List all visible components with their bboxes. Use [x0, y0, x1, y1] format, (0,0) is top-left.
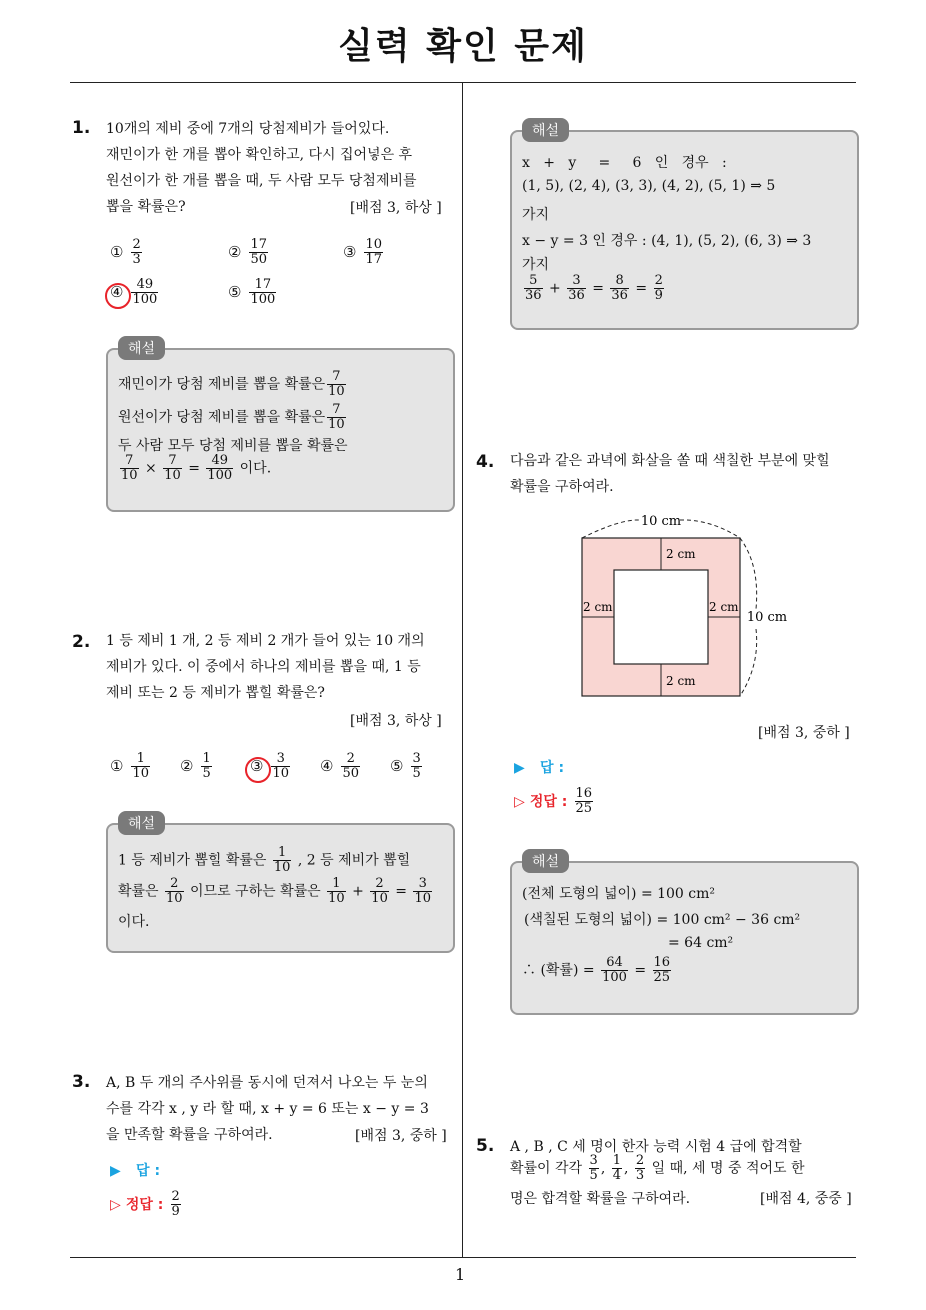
operator: = [188, 460, 200, 477]
q1-solution-line-4 [118, 454, 271, 483]
question-line: 1 등 제비 1 개, 2 등 제비 2 개가 들어 있는 10 개의 [106, 633, 425, 649]
q3-solution-line-5: 가지 [522, 257, 550, 273]
denominator: 50 [250, 252, 267, 267]
numerator: 16 [575, 786, 593, 801]
denominator: 9 [171, 1204, 180, 1219]
denominator: 5 [202, 766, 211, 781]
bottom-divider [70, 1257, 856, 1258]
question-4-text [510, 448, 860, 500]
denominator: 10 [328, 891, 345, 906]
text: 확률은 [118, 883, 159, 900]
denominator: 3 [132, 252, 141, 267]
option-symbol: ④ [110, 282, 124, 301]
question-line: 수를 각각 x , y 라 할 때, x + y = 6 또는 x − y = 3 [106, 1101, 429, 1117]
play-icon: ▶ [110, 1163, 121, 1179]
text: 이므로 구하는 확률은 [190, 883, 321, 900]
text: 일 때, 세 명 중 적어도 한 [651, 1160, 805, 1177]
denominator: 100 [250, 292, 276, 307]
inner-top-label: 2 cm [666, 547, 696, 561]
numerator: 3 [412, 751, 421, 766]
text: 1 등 제비가 뽑힐 확률은 [118, 852, 267, 869]
denominator: 36 [568, 288, 585, 303]
numerator: 2 [375, 876, 384, 891]
question-line: 을 만족할 확률을 구하여라. [106, 1127, 273, 1143]
denominator: 5 [412, 766, 421, 781]
question-2-number: 2. [72, 632, 91, 652]
q5-line-3: 명은 합격할 확률을 구하여라. [510, 1191, 691, 1207]
numerator: 5 [529, 273, 538, 288]
operator: = [592, 280, 604, 297]
hollow-play-icon: ▷ [514, 794, 525, 810]
question-3-meta: [배점 3, 중하 ] [355, 1128, 447, 1144]
denominator: 17 [365, 252, 382, 267]
play-icon: ▶ [514, 760, 525, 776]
question-1-meta: [배점 3, 하상 ] [350, 200, 442, 216]
q3-solution-line-4: x − y = 3 인 경우 : (4, 1), (5, 2), (6, 3) ⇒ 3 [522, 233, 812, 249]
text: 이다. [239, 460, 272, 477]
denominator: 10 [371, 891, 388, 906]
option-symbol: ① [110, 242, 124, 261]
inner-right-label: 2 cm [709, 600, 739, 614]
q1-solution-line-2 [118, 403, 348, 432]
numerator: 49 [211, 453, 229, 468]
denominator: 10 [166, 891, 183, 906]
question-line: 제비 또는 2 등 제비가 뽑힐 확률은? [106, 685, 325, 701]
text: ∴ (확률) = [522, 962, 595, 979]
denominator: 36 [611, 288, 628, 303]
q2-solution-tag: 해설 [118, 811, 165, 835]
inner-square [614, 570, 708, 664]
q4-solution-tag: 해설 [522, 849, 569, 873]
right-dimension-label: 10 cm [746, 610, 788, 625]
question-line: 원선이가 한 개를 뽑을 때, 두 사람 모두 당첨제비를 [106, 173, 417, 189]
numerator: 2 [635, 1153, 645, 1168]
denominator: 10 [328, 384, 345, 399]
target-figure [560, 505, 800, 715]
q4-answer-row [514, 757, 564, 777]
numerator: 17 [254, 277, 272, 292]
q1-solution-line-1 [118, 370, 348, 399]
answer-circle-mark [105, 283, 131, 309]
denominator: 10 [121, 468, 138, 483]
correct-label: 정답 : [529, 794, 568, 810]
q1-option-3[interactable] [343, 238, 385, 267]
denominator: 4 [612, 1168, 621, 1183]
q4-solution-line-2: (색칠된 도형의 넓이) = 100 cm² − 36 cm² [524, 912, 801, 928]
numerator: 3 [276, 751, 285, 766]
q1-option-5[interactable] [228, 278, 278, 307]
denominator: 10 [273, 860, 291, 875]
page-number: 1 [455, 1265, 466, 1284]
question-4-number: 4. [476, 452, 495, 472]
numerator: 1 [332, 876, 341, 891]
operator: + [352, 883, 364, 900]
numerator: 1 [612, 1153, 621, 1168]
q3-solution-tag: 해설 [522, 118, 569, 142]
numerator: 2 [654, 273, 663, 288]
numerator: 2 [171, 1189, 180, 1204]
denominator: 5 [589, 1168, 598, 1183]
question-line: 10개의 제비 중에 7개의 당첨제비가 들어있다. [106, 121, 390, 137]
q4-solution-line-1: (전체 도형의 넓이) = 100 cm² [522, 886, 716, 902]
q1-option-1[interactable] [110, 238, 144, 267]
q3-solution-line-6 [522, 274, 666, 303]
q4-solution-line-4 [522, 956, 673, 985]
numerator: 7 [332, 402, 341, 417]
q5-line-2: 확률이 각각 $\frac{3}{5}$ , $\frac{1}{4}$ , $\frac{2}{3}$ 일 때, 세 명 중 적어도 한 [510, 1153, 805, 1183]
q2-solution-line-3: 이다. [118, 914, 150, 930]
answer-label: 답 : [540, 760, 565, 776]
question-line: 다음과 같은 과녁에 화살을 쏠 때 색칠한 부분에 맞힐 [510, 453, 830, 469]
q1-solution-tag: 해설 [118, 336, 165, 360]
q1-option-2[interactable] [228, 238, 270, 267]
page-title: 실력 확인 문제 [338, 26, 588, 67]
hollow-play-icon: ▷ [110, 1197, 121, 1213]
q2-solution-line-2 [118, 877, 434, 906]
denominator: 10 [328, 417, 345, 432]
answer-circle-mark [245, 757, 271, 783]
numerator: 1 [136, 751, 145, 766]
q3-answer-row [110, 1160, 160, 1180]
operator: = [395, 883, 408, 900]
question-4-meta: [배점 3, 중하 ] [758, 725, 850, 741]
numerator: 3 [589, 1153, 598, 1168]
denominator: 100 [132, 292, 158, 307]
numerator: 1 [278, 845, 287, 860]
question-1-number: 1. [72, 118, 91, 138]
denominator: 3 [635, 1168, 645, 1183]
operator: × [145, 460, 157, 477]
inner-left-label: 2 cm [583, 600, 613, 614]
text: 재민이가 당첨 제비를 뽑을 확률은 [118, 376, 326, 393]
denominator: 25 [653, 970, 671, 985]
question-3-number: 3. [72, 1072, 91, 1092]
numerator: 2 [346, 751, 355, 766]
numerator: 2 [170, 876, 179, 891]
option-symbol: ④ [320, 756, 334, 775]
question-line: 제비가 있다. 이 중에서 하나의 제비를 뽑을 때, 1 등 [106, 659, 421, 675]
inner-bottom-label: 2 cm [666, 674, 696, 688]
q4-correct-row [514, 787, 595, 816]
q3-solution-line-3: 가지 [522, 207, 550, 223]
numerator: 7 [125, 453, 134, 468]
operator: = [635, 280, 648, 297]
question-5-number: 5. [476, 1136, 495, 1156]
q2-option-1[interactable] [110, 752, 152, 781]
numerator: 49 [136, 277, 154, 292]
denominator: 10 [132, 766, 149, 781]
numerator: 3 [418, 876, 427, 891]
question-2-text [106, 628, 451, 706]
text: 원선이가 당첨 제비를 뽑을 확률은 [118, 409, 326, 426]
text: , 2 등 제비가 뽑힐 [297, 852, 411, 869]
q2-option-5[interactable] [390, 752, 424, 781]
q3-solution-line-2: (1, 5), (2, 4), (3, 3), (4, 2), (5, 1) ⇒ 5 [522, 178, 776, 194]
question-line: A, B 두 개의 주사위를 동시에 던져서 나오는 두 눈의 [106, 1075, 428, 1091]
q2-option-4[interactable] [320, 752, 362, 781]
numerator: 64 [606, 955, 623, 970]
numerator: 3 [572, 273, 581, 288]
option-symbol: ⑤ [390, 756, 404, 775]
text: 확률이 각각 [510, 1160, 583, 1177]
q4-solution-line-3: = 64 cm² [668, 935, 734, 951]
correct-label: 정답 : [125, 1197, 164, 1213]
q3-correct-row [110, 1190, 183, 1219]
q3-solution-line-1: x + y = 6 인 경우 : [522, 155, 727, 171]
option-symbol: ⑤ [228, 282, 242, 301]
option-symbol: ③ [343, 242, 357, 261]
q1-solution-line-3: 두 사람 모두 당첨 제비를 뽑을 확률은 [118, 438, 348, 454]
operator: + [549, 280, 561, 297]
denominator: 25 [575, 801, 593, 816]
q5-line-1: A , B , C 세 명이 한자 능력 시험 4 급에 합격할 [510, 1139, 802, 1155]
numerator: 16 [653, 955, 671, 970]
column-divider [462, 83, 463, 1258]
numerator: 10 [365, 237, 382, 252]
denominator: 10 [272, 766, 289, 781]
answer-label: 답 : [136, 1163, 161, 1179]
numerator: 7 [332, 369, 341, 384]
numerator: 17 [250, 237, 267, 252]
question-5-meta: [배점 4, 중중 ] [760, 1191, 852, 1207]
denominator: 100 [602, 970, 627, 985]
option-symbol: ③ [250, 756, 264, 775]
denominator: 10 [414, 891, 432, 906]
numerator: 1 [202, 751, 211, 766]
denominator: 9 [654, 288, 663, 303]
numerator: 2 [132, 237, 141, 252]
q2-option-2[interactable] [180, 752, 214, 781]
numerator: 8 [615, 273, 624, 288]
question-line: 뽑을 확률은? [106, 199, 186, 215]
numerator: 7 [168, 453, 177, 468]
question-line: 확률을 구하여라. [510, 479, 614, 495]
denominator: 36 [525, 288, 542, 303]
denominator: 100 [207, 468, 233, 483]
question-2-meta: [배점 3, 하상 ] [350, 713, 442, 729]
top-dimension-label: 10 cm [640, 514, 682, 529]
question-line: 재민이가 한 개를 뽑아 확인하고, 다시 집어넣은 후 [106, 147, 413, 163]
top-divider [70, 82, 856, 83]
q2-solution-line-1 [118, 846, 410, 875]
denominator: 10 [164, 468, 181, 483]
operator: = [634, 962, 647, 979]
option-symbol: ① [110, 756, 124, 775]
denominator: 50 [342, 766, 359, 781]
option-symbol: ② [180, 756, 194, 775]
option-symbol: ② [228, 242, 242, 261]
